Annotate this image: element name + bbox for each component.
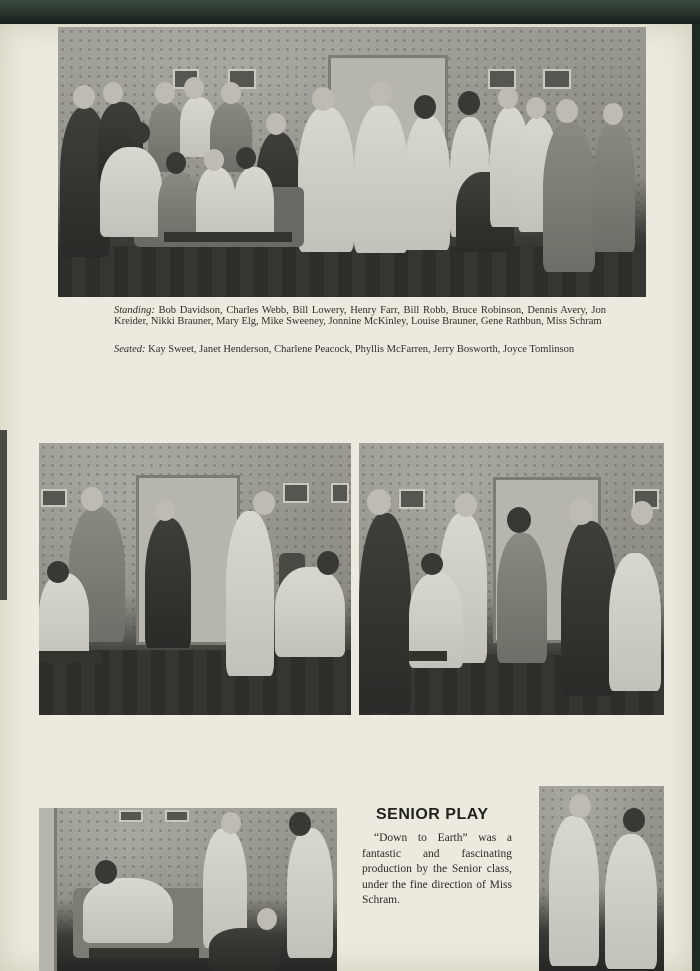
article-body-text: “Down to Earth” was a fantastic and fascinating production by the Senior class, under the fine direction of Miss Schram. bbox=[362, 832, 512, 906]
standing-label: Standing: bbox=[114, 305, 155, 316]
standing-caption bbox=[114, 305, 606, 327]
article-title: SENIOR PLAY bbox=[376, 806, 489, 823]
scene-photo-left bbox=[39, 443, 351, 715]
article-body bbox=[362, 831, 512, 909]
scene-photo-bottom-left bbox=[39, 808, 337, 971]
seated-label: Seated: bbox=[114, 344, 146, 355]
scene-photo-right bbox=[359, 443, 664, 715]
standing-names: Bob Davidson, Charles Webb, Bill Lowery, Henry Farr, Bill Robb, Bruce Robinson, Dennis Avery, Jon Kreider, Nikki Brauner, Mary Elg, Mike Sweeney, Jonnine McKinley, Louise Brauner, Gene Rathbun, Miss Schram bbox=[114, 305, 606, 327]
cast-group-photo bbox=[58, 27, 646, 297]
seated-caption bbox=[114, 344, 606, 355]
scene-photo-bottom-right bbox=[539, 786, 664, 971]
seated-names: Kay Sweet, Janet Henderson, Charlene Peacock, Phyllis McFarren, Jerry Bosworth, Joyce Tomlinson bbox=[148, 344, 575, 355]
page-edge-strip bbox=[0, 430, 7, 600]
page-top-shadow bbox=[0, 0, 700, 24]
